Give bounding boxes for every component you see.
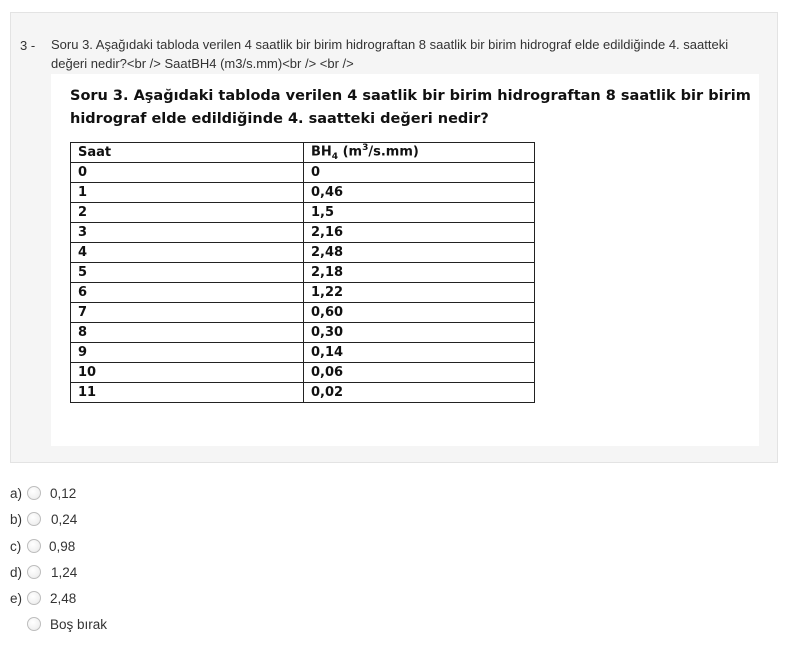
table-cell-bh4: 1,5 [304,203,535,223]
table-cell-bh4: 0,46 [304,183,535,203]
option-value[interactable]: 2,48 [50,591,77,606]
table-cell-saat: 8 [71,323,304,343]
table-header-row [71,143,535,163]
radio-button[interactable] [27,512,41,526]
table-row [71,163,535,183]
radio-button[interactable] [27,617,41,631]
table-cell-saat: 6 [71,283,304,303]
option-b[interactable] [10,507,210,533]
table-cell-bh4: 0,06 [304,363,535,383]
table-cell-saat: 10 [71,363,304,383]
option-d[interactable] [10,560,210,586]
table-cell-saat: 0 [71,163,304,183]
header-bh-subscript: 4 [331,151,339,162]
radio-button[interactable] [27,486,41,500]
question-panel [10,12,778,463]
table-cell-bh4: 0,60 [304,303,535,323]
table-cell-saat: 9 [71,343,304,363]
option-c[interactable] [10,534,210,560]
table-cell-saat: 5 [71,263,304,283]
option-skip[interactable] [10,612,210,638]
header-unit-post: /s.mm) [368,144,419,160]
table-header-saat: Saat [71,143,304,163]
option-letter: e) [10,591,23,606]
header-unit-pre: (m [338,144,363,160]
question-image-title: Soru 3. Aşağıdaki tabloda verilen 4 saatlik bir birim hidrograftan 8 saatlik bir birim hidrograf elde edildiğinde 4. saatteki değeri nedir? [70,88,751,127]
table-row [71,183,535,203]
radio-button[interactable] [27,565,41,579]
option-letter: b) [10,512,23,527]
table-cell-saat: 11 [71,383,304,403]
radio-button[interactable] [27,591,41,605]
header-unit-superscript: 3 [362,143,369,154]
option-letter: c) [10,539,22,554]
table-row [71,303,535,323]
table-cell-bh4: 0,02 [304,383,535,403]
table-row [71,323,535,343]
question-text: Soru 3. Aşağıdaki tabloda verilen 4 saatlik bir birim hidrograftan 8 saatlik bir birim hidrograf elde edildiğinde 4. saatteki değeri nedir?<br /> SaatBH4 (m3/s.mm)<br /> <br /> [51,37,729,71]
option-value[interactable]: 0,98 [49,539,76,554]
option-value[interactable]: 0,24 [51,512,78,527]
option-letter: a) [10,486,23,501]
table-cell-saat: 7 [71,303,304,323]
table-cell-bh4: 2,48 [304,243,535,263]
radio-button[interactable] [27,539,41,553]
table-row [71,283,535,303]
table-cell-bh4: 0,30 [304,323,535,343]
table-cell-bh4: 0,14 [304,343,535,363]
table-cell-saat: 2 [71,203,304,223]
table-cell-bh4: 0 [304,163,535,183]
table-cell-saat: 4 [71,243,304,263]
question-image [51,74,759,446]
table-row [71,383,535,403]
table-cell-saat: 3 [71,223,304,243]
table-header-bh4 [304,143,535,163]
table-cell-bh4: 2,16 [304,223,535,243]
table-cell-bh4: 1,22 [304,283,535,303]
unit-hydrograph-table [70,142,535,403]
option-value[interactable]: Boş bırak [50,617,108,632]
table-row [71,363,535,383]
table-row [71,223,535,243]
option-value[interactable]: 0,12 [50,486,77,501]
option-letter: d) [10,565,23,580]
table-row [71,243,535,263]
option-e[interactable] [10,586,210,612]
table-cell-bh4: 2,18 [304,263,535,283]
option-a[interactable] [10,481,210,507]
header-bh: BH [311,144,332,160]
table-cell-saat: 1 [71,183,304,203]
table-row [71,263,535,283]
option-value[interactable]: 1,24 [51,565,78,580]
question-number: 3 - [20,38,36,53]
table-row [71,343,535,363]
table-row [71,203,535,223]
